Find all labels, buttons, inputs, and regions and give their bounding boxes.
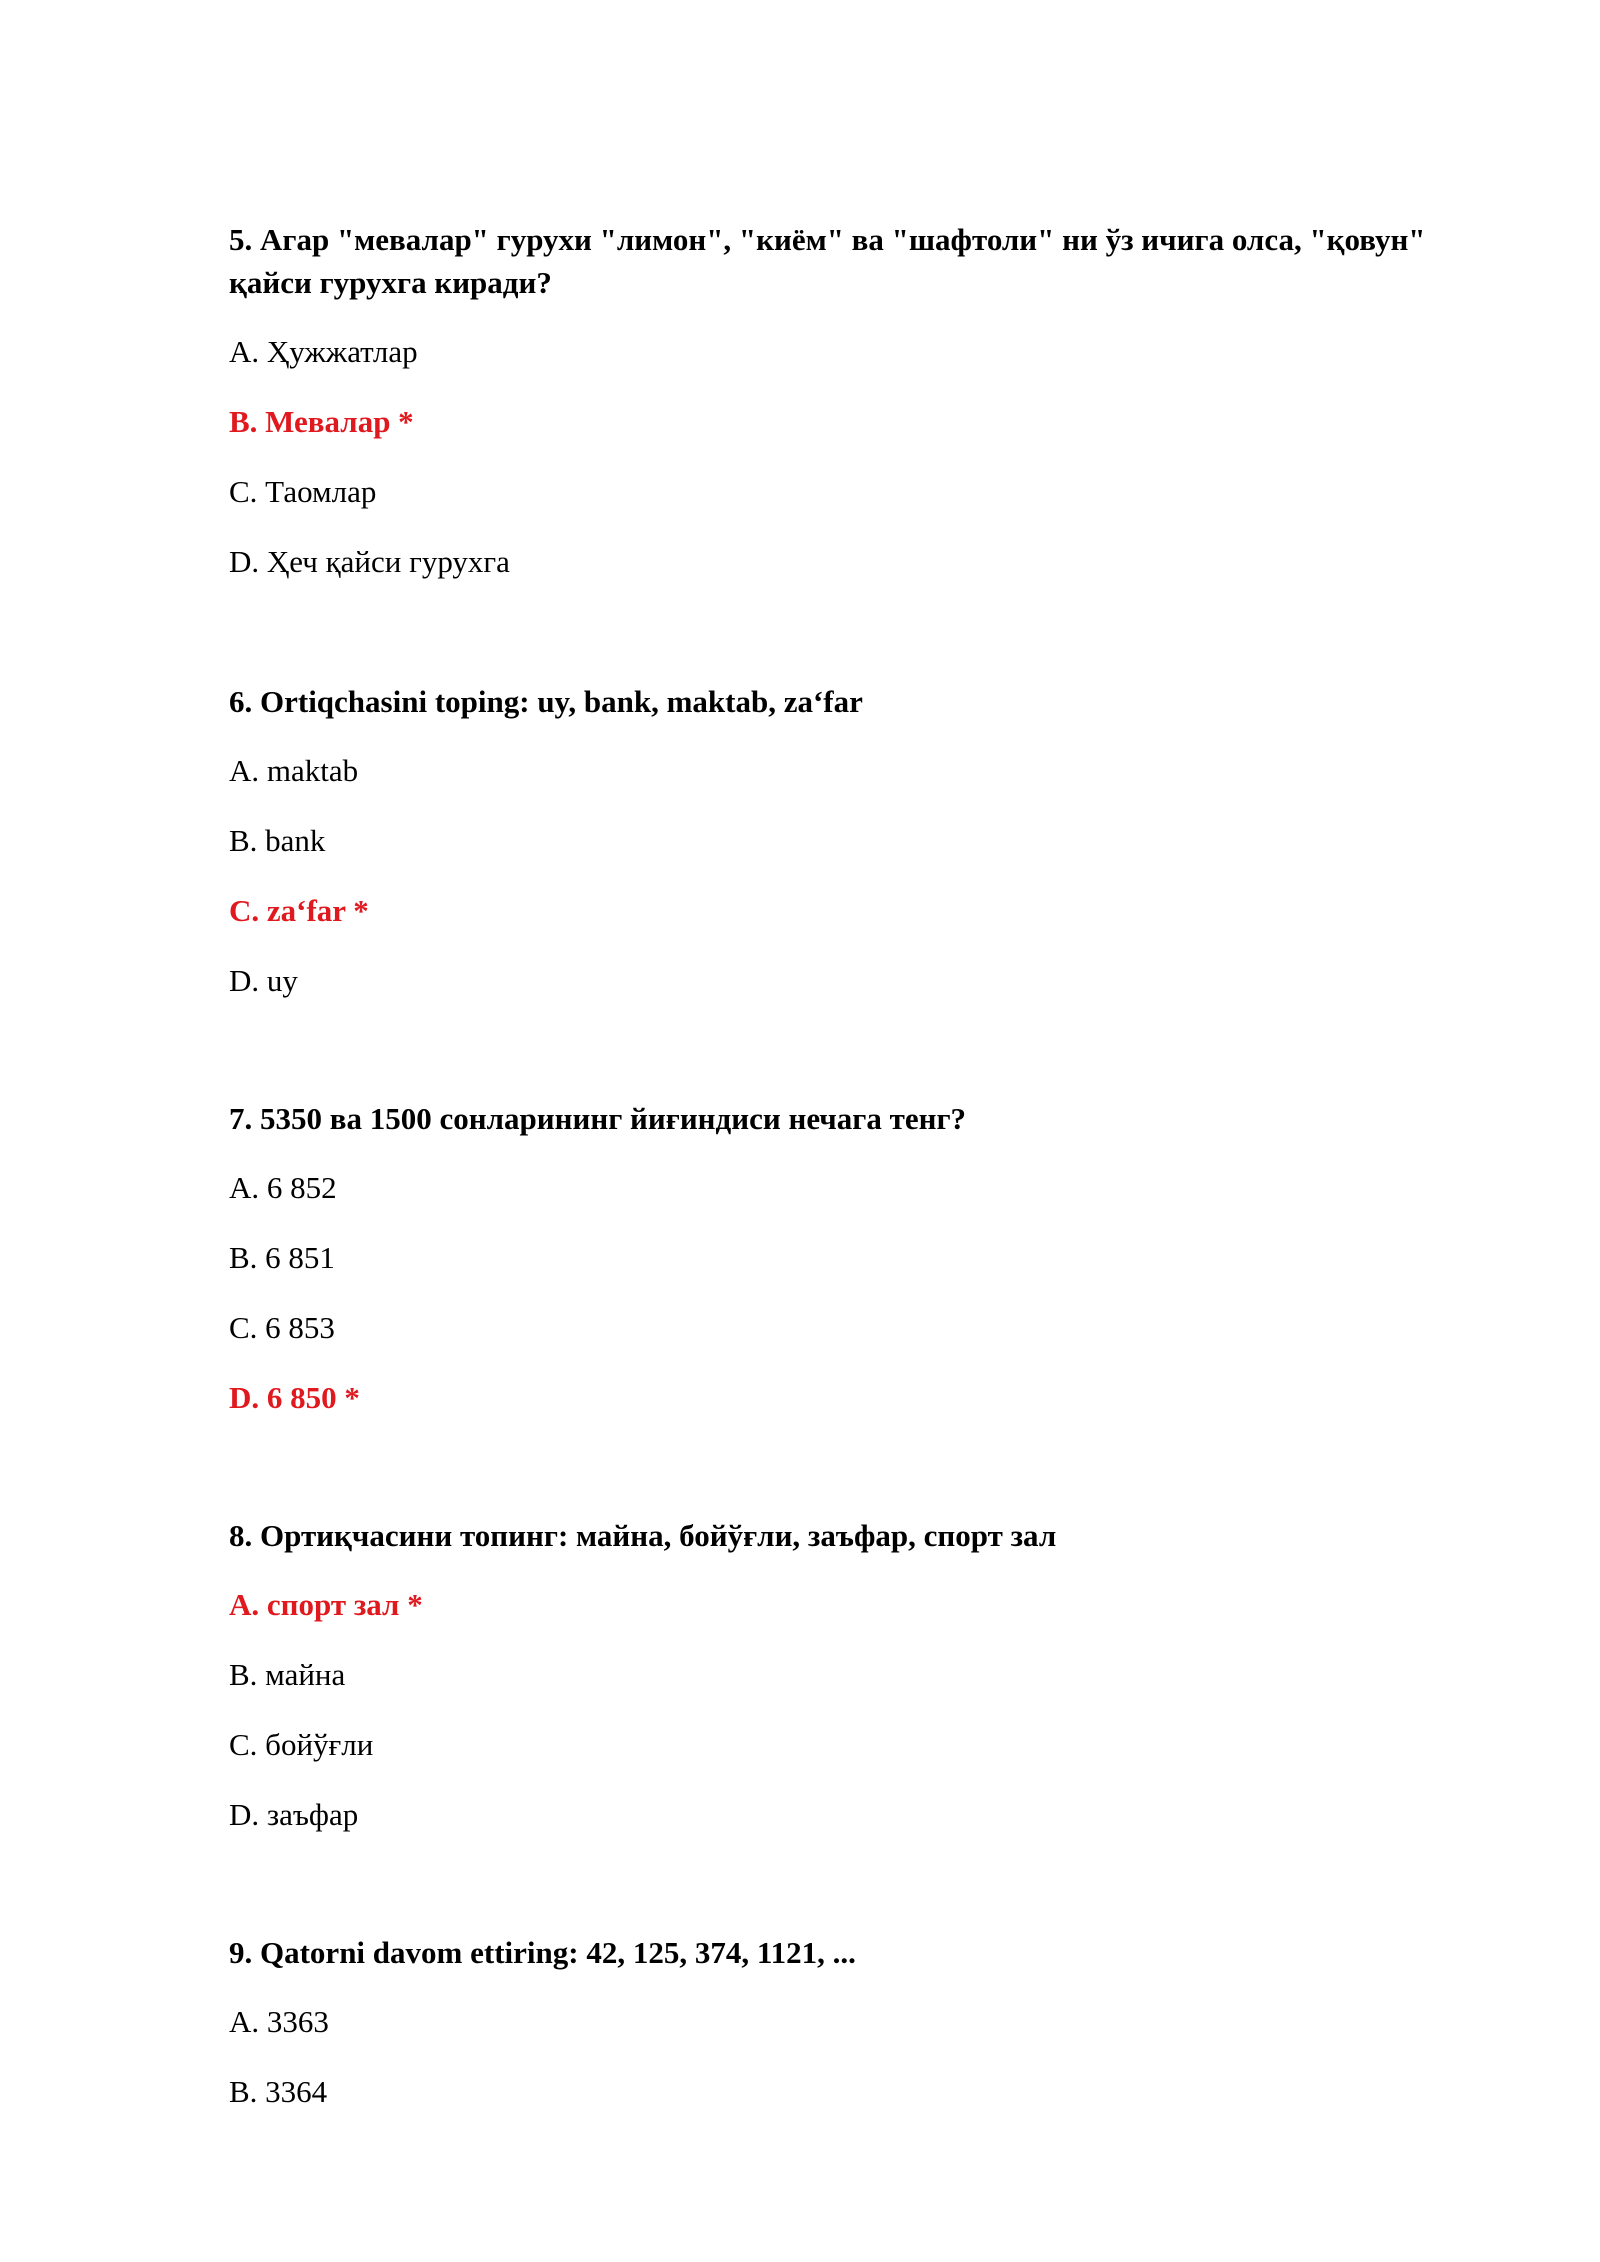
answer-option: A. Ҳужжатлар (229, 334, 418, 369)
answer-option: B. 3364 (229, 2074, 328, 2109)
answer-option-correct: C. za‘far * (229, 893, 369, 928)
question-7 (229, 1097, 1489, 1419)
answer-option-correct: A. спорт зал * (229, 1587, 423, 1622)
question-text: 7. 5350 ва 1500 сонларининг йиғиндиси нечага тенг? (229, 1101, 967, 1136)
answer-option: A. maktab (229, 753, 359, 788)
answer-option: D. заъфар (229, 1797, 359, 1832)
answer-option: C. Таомлар (229, 474, 377, 509)
question-text: 5. Агар "мевалар" гурухи "лимон", "киём" ва "шафтоли" ни ўз ичига олса, "қовун" қайси гурухга киради? (229, 222, 1426, 300)
question-text: 9. Qatorni davom ettiring: 42, 125, 374, 1121, ... (229, 1935, 856, 1970)
answer-option: B. майна (229, 1657, 346, 1692)
answer-option: D. uy (229, 963, 298, 998)
answer-option: A. 3363 (229, 2004, 329, 2039)
answer-option-correct: D. 6 850 * (229, 1380, 360, 1415)
answer-option: C. бойўғли (229, 1727, 374, 1762)
question-9 (229, 1931, 1489, 2113)
question-text: 6. Ortiqchasini toping: uy, bank, maktab, za‘far (229, 684, 863, 719)
answer-option: A. 6 852 (229, 1170, 337, 1205)
answer-option: B. bank (229, 823, 326, 858)
answer-option: D. Ҳеч қайси гурухга (229, 544, 510, 579)
question-text: 8. Ортиқчасини топинг: майна, бойўғли, заъфар, спорт зал (229, 1518, 1057, 1553)
answer-option: B. 6 851 (229, 1240, 335, 1275)
question-8 (229, 1514, 1489, 1836)
question-6 (229, 680, 1489, 1002)
answer-option-correct: B. Мевалар * (229, 404, 414, 439)
answer-option: C. 6 853 (229, 1310, 335, 1345)
question-5 (229, 218, 1489, 583)
